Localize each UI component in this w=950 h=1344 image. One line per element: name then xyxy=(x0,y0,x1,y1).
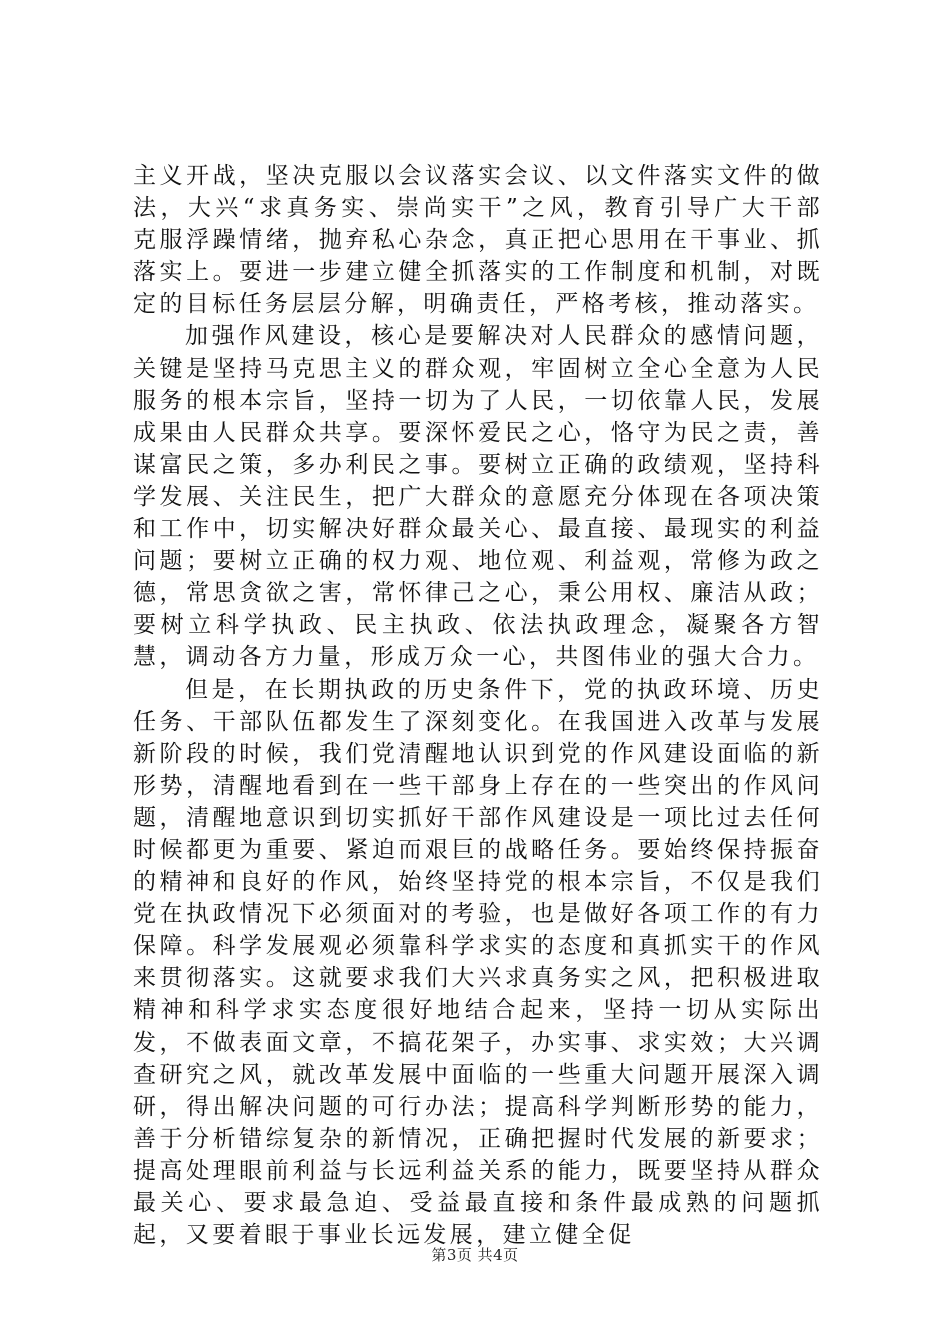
page-number: 第3页 共4页 xyxy=(431,1246,519,1264)
paragraph-mass-line: 加强作风建设，核心是要解决对人民群众的感情问题，关键是坚持马克思主义的群众观，牢固树立全心全意为人民服务的根本宗旨，坚持一切为了人民，一切依靠人民，发展成果由人民群众共享。要深怀爱民之心，恪守为民之责，善谋富民之策，多办利民之事。要树立正确的政绩观，坚持科学发展、关注民生，把广大群众的意愿充分体现在各项决策和工作中，切实解决好群众最关心、最直接、最现实的利益问题；要树立正确的权力观、地位观、利益观，常修为政之德，常思贪欲之害，常怀律己之心，秉公用权、廉洁从政；要树立科学执政、民主执政、依法执政理念，凝聚各方智慧，调动各方力量，形成万众一心，共图伟业的强大合力。 xyxy=(133,323,823,671)
paragraph-continued: 主义开战，坚决克服以会议落实会议、以文件落实文件的做法，大兴“求真务实、崇尚实干”之风，教育引导广大干部克服浮躁情绪，抛弃私心杂念，真正把心思用在干事业、抓落实上。要进一步建立健全抓落实的工作制度和机制，对既定的目标任务层层分解，明确责任，严格考核，推动落实。 xyxy=(133,163,823,318)
document-body xyxy=(133,160,823,1251)
paragraph-work-style: 但是，在长期执政的历史条件下，党的执政环境、历史任务、干部队伍都发生了深刻变化。在我国进入改革与发展新阶段的时候，我们党清醒地认识到党的作风建设面临的新形势，清醒地看到在一些干部身上存在的一些突出的作风问题，清醒地意识到切实抓好干部作风建设是一项比过去任何时候都更为重要、紧迫而艰巨的战略任务。要始终保持振奋的精神和良好的作风，始终坚持党的根本宗旨，不仅是我们党在执政情况下必须面对的考验，也是做好各项工作的有力保障。科学发展观必须靠科学求实的态度和真抓实干的作风来贯彻落实。这就要求我们大兴求真务实之风，把积极进取精神和科学求实态度很好地结合起来，坚持一切从实际出发，不做表面文章，不搞花架子，办实事、求实效；大兴调查研究之风，就改革发展中面临的一些重大问题开展深入调研，得出解决问题的可行办法；提高科学判断形势的能力，善于分析错综复杂的新情况，正确把握时代发展的新要求；提高处理眼前利益与长远利益关系的能力，既要坚持从群众最关心、要求最急迫、受益最直接和条件最成熟的问题抓起，又要着眼于事业长远发展，建立健全促 xyxy=(133,676,823,1249)
